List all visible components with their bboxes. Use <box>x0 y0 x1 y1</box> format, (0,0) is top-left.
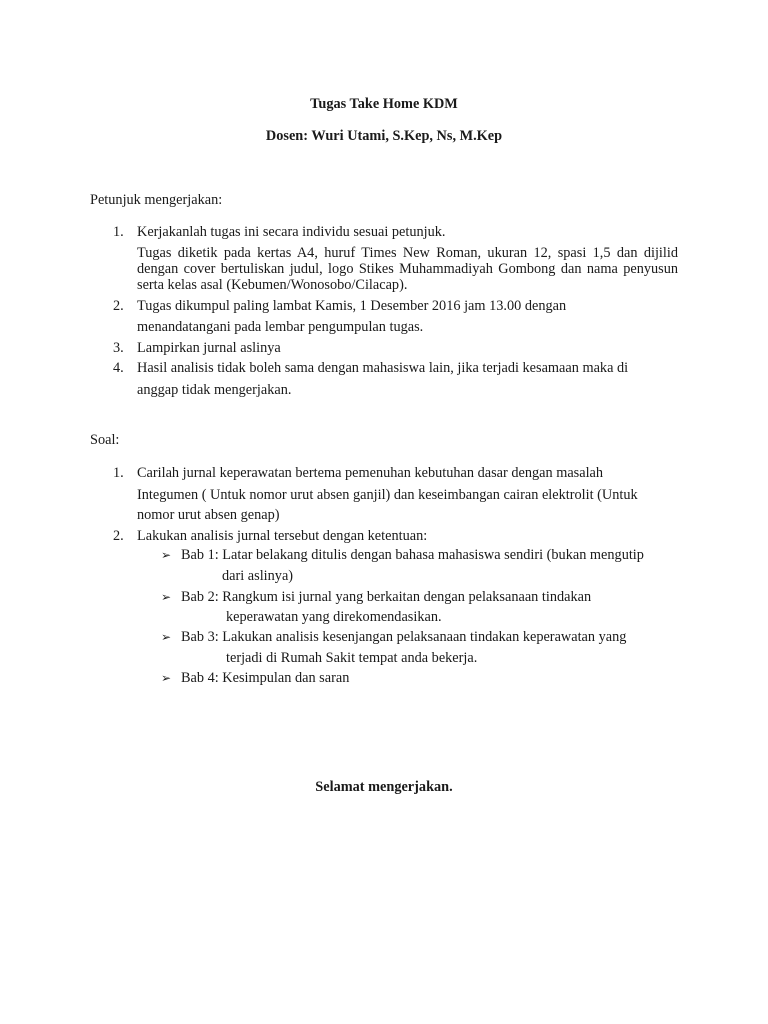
document-title: Tugas Take Home KDM <box>310 96 458 112</box>
bab-3-line1: Bab 3: Lakukan analisis kesenjangan pelaksanaan tindakan keperawatan yang <box>181 629 627 645</box>
question-1-line3: nomor urut absen genap) <box>137 507 280 523</box>
question-number-1: 1. <box>113 465 124 481</box>
instruction-item-2-line1: Tugas dikumpul paling lambat Kamis, 1 Desember 2016 jam 13.00 dengan <box>137 298 567 314</box>
instruction-item-2-line2: menandatangani pada lembar pengumpulan tugas. <box>137 319 424 335</box>
bab-1-line2: dari aslinya) <box>222 568 294 584</box>
instruction-number-3: 3. <box>113 340 124 356</box>
instruction-number-2: 2. <box>113 298 124 314</box>
bab-2-line2: keperawatan yang direkomendasikan. <box>226 609 442 625</box>
bab-1-line1: Bab 1: Latar belakang ditulis dengan bahasa mahasiswa sendiri (bukan mengutip <box>181 547 644 563</box>
arrow-bullet-icon: ➢ <box>161 590 172 604</box>
instruction-item-1-paragraph: Tugas diketik pada kertas A4, huruf Times New Roman, ukuran 12, spasi 1,5 dan dijilid dengan cover bertuliskan judul, logo Stikes Muhammadiyah Gombong dan nama penyusun serta kelas asal (Kebumen/Wonosobo/Cilacap). <box>137 245 678 293</box>
arrow-bullet-icon: ➢ <box>161 671 172 685</box>
bab-4-line1: Bab 4: Kesimpulan dan saran <box>181 670 350 686</box>
question-2-line1: Lakukan analisis jurnal tersebut dengan ketentuan: <box>137 528 428 544</box>
bab-3-line2: terjadi di Rumah Sakit tempat anda bekerja. <box>226 650 478 666</box>
instruction-item-1: Kerjakanlah tugas ini secara individu sesuai petunjuk. <box>137 224 446 240</box>
instruction-number-4: 4. <box>113 360 124 376</box>
instruction-item-4-line1: Hasil analisis tidak boleh sama dengan mahasiswa lain, jika terjadi kesamaan maka di <box>137 360 629 376</box>
instructions-heading: Petunjuk mengerjakan: <box>90 192 223 208</box>
questions-heading: Soal: <box>90 432 120 448</box>
question-1-line1: Carilah jurnal keperawatan bertema pemenuhan kebutuhan dasar dengan masalah <box>137 465 604 481</box>
bab-2-line1: Bab 2: Rangkum isi jurnal yang berkaitan dengan pelaksanaan tindakan <box>181 589 592 605</box>
arrow-bullet-icon: ➢ <box>161 630 172 644</box>
instruction-number-1: 1. <box>113 224 124 240</box>
instruction-item-3: Lampirkan jurnal aslinya <box>137 340 281 356</box>
instruction-item-4-line2: anggap tidak mengerjakan. <box>137 382 292 398</box>
question-1-line2: Integumen ( Untuk nomor urut absen ganjil) dan keseimbangan cairan elektrolit (Untuk <box>137 487 638 503</box>
lecturer-line: Dosen: Wuri Utami, S.Kep, Ns, M.Kep <box>265 128 503 144</box>
arrow-bullet-icon: ➢ <box>161 548 172 562</box>
question-number-2: 2. <box>113 528 124 544</box>
closing-text: Selamat mengerjakan. <box>315 779 453 795</box>
